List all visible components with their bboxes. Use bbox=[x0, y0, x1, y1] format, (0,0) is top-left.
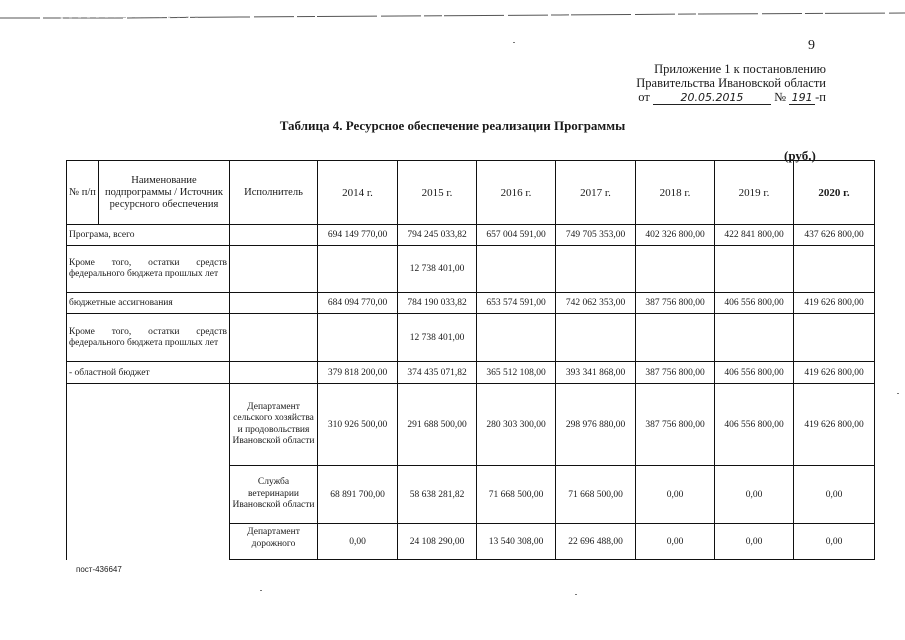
value-cell: 437 626 800,00 bbox=[794, 225, 875, 246]
resource-table bbox=[66, 160, 875, 560]
scan-speck bbox=[897, 393, 899, 394]
executor-cell bbox=[230, 314, 318, 362]
value-cell: 379 818 200,00 bbox=[318, 362, 398, 384]
row-label: - областной бюджет bbox=[67, 362, 230, 384]
handwritten-date: 20.05.2015 bbox=[653, 92, 771, 105]
table-row bbox=[67, 246, 875, 293]
date-prefix: от bbox=[638, 90, 650, 104]
scan-speck bbox=[260, 590, 262, 591]
value-cell: 406 556 800,00 bbox=[715, 293, 794, 314]
value-cell: 0,00 bbox=[318, 524, 398, 560]
executor-cell bbox=[230, 246, 318, 293]
value-cell: 58 638 281,82 bbox=[398, 466, 477, 524]
value-cell: 387 756 800,00 bbox=[636, 362, 715, 384]
executor-cell bbox=[230, 362, 318, 384]
executor-cell: Департамент сельского хозяйства и продовольствия Ивановской области bbox=[230, 384, 318, 466]
table-row bbox=[67, 314, 875, 362]
col-header-executor: Исполнитель bbox=[230, 161, 318, 225]
col-header-year: 2019 г. bbox=[715, 161, 794, 225]
value-cell: 684 094 770,00 bbox=[318, 293, 398, 314]
value-cell: 24 108 290,00 bbox=[398, 524, 477, 560]
value-cell bbox=[794, 314, 875, 362]
col-header-year: 2018 г. bbox=[636, 161, 715, 225]
appendix-header bbox=[600, 62, 826, 105]
scan-speck bbox=[513, 42, 515, 43]
value-cell: 784 190 033,82 bbox=[398, 293, 477, 314]
executor-cell: Служба ветеринарии Ивановской области bbox=[230, 466, 318, 524]
value-cell: 13 540 308,00 bbox=[477, 524, 556, 560]
value-cell: 402 326 800,00 bbox=[636, 225, 715, 246]
executor-cell bbox=[230, 225, 318, 246]
value-cell: 365 512 108,00 bbox=[477, 362, 556, 384]
col-header-year: 2020 г. bbox=[794, 161, 875, 225]
value-cell: 12 738 401,00 bbox=[398, 246, 477, 293]
value-cell: 657 004 591,00 bbox=[477, 225, 556, 246]
table-row bbox=[67, 293, 875, 314]
table-header-row bbox=[67, 161, 875, 225]
value-cell: 794 245 033,82 bbox=[398, 225, 477, 246]
table-row bbox=[67, 362, 875, 384]
value-cell bbox=[556, 246, 636, 293]
col-header-year: 2016 г. bbox=[477, 161, 556, 225]
value-cell: 71 668 500,00 bbox=[556, 466, 636, 524]
value-cell bbox=[715, 314, 794, 362]
value-cell bbox=[318, 314, 398, 362]
value-cell: 393 341 868,00 bbox=[556, 362, 636, 384]
value-cell: 653 574 591,00 bbox=[477, 293, 556, 314]
col-header-year: 2015 г. bbox=[398, 161, 477, 225]
value-cell: 694 149 770,00 bbox=[318, 225, 398, 246]
value-cell bbox=[636, 246, 715, 293]
row-label: Кроме того, остатки средств федерального бюджета прошлых лет bbox=[67, 314, 230, 362]
value-cell: 280 303 300,00 bbox=[477, 384, 556, 466]
value-cell: 0,00 bbox=[794, 524, 875, 560]
appendix-line-1: Приложение 1 к постановлению bbox=[654, 62, 826, 76]
executor-cell: Департамент дорожного bbox=[230, 524, 318, 560]
scan-speck bbox=[575, 594, 577, 595]
row-label: Кроме того, остатки средств федерального бюджета прошлых лет bbox=[67, 246, 230, 293]
value-cell bbox=[318, 246, 398, 293]
value-cell: 742 062 353,00 bbox=[556, 293, 636, 314]
row-label: Програма, всего bbox=[67, 225, 230, 246]
table-row bbox=[67, 225, 875, 246]
value-cell: 374 435 071,82 bbox=[398, 362, 477, 384]
value-cell bbox=[477, 246, 556, 293]
merged-empty-cell bbox=[67, 384, 230, 560]
page-number: 9 bbox=[808, 38, 815, 53]
table-row bbox=[67, 384, 875, 466]
col-header-name: Наименование подпрограммы / Источник ресурсного обеспечения bbox=[99, 161, 230, 225]
value-cell: 387 756 800,00 bbox=[636, 293, 715, 314]
value-cell: 387 756 800,00 bbox=[636, 384, 715, 466]
appendix-line-2: Правительства Ивановской области bbox=[636, 76, 826, 90]
value-cell: 298 976 880,00 bbox=[556, 384, 636, 466]
scan-edge-line bbox=[0, 6, 905, 20]
value-cell: 0,00 bbox=[715, 466, 794, 524]
value-cell: 419 626 800,00 bbox=[794, 362, 875, 384]
number-suffix: -п bbox=[815, 90, 826, 104]
value-cell: 22 696 488,00 bbox=[556, 524, 636, 560]
value-cell bbox=[477, 314, 556, 362]
value-cell: 310 926 500,00 bbox=[318, 384, 398, 466]
value-cell bbox=[794, 246, 875, 293]
value-cell: 0,00 bbox=[636, 466, 715, 524]
resolution-date-line bbox=[600, 90, 826, 105]
col-header-num: № п/п bbox=[67, 161, 99, 225]
value-cell: 0,00 bbox=[636, 524, 715, 560]
value-cell: 419 626 800,00 bbox=[794, 384, 875, 466]
value-cell: 0,00 bbox=[794, 466, 875, 524]
value-cell: 406 556 800,00 bbox=[715, 384, 794, 466]
value-cell: 422 841 800,00 bbox=[715, 225, 794, 246]
value-cell bbox=[715, 246, 794, 293]
currency-unit: (руб.) bbox=[784, 148, 816, 163]
value-cell: 71 668 500,00 bbox=[477, 466, 556, 524]
table-title: Таблица 4. Ресурсное обеспечение реализации Программы bbox=[279, 118, 626, 133]
col-header-year: 2017 г. bbox=[556, 161, 636, 225]
value-cell bbox=[556, 314, 636, 362]
col-header-year: 2014 г. bbox=[318, 161, 398, 225]
row-label: бюджетные ассигнования bbox=[67, 293, 230, 314]
handwritten-number: 191 bbox=[789, 92, 815, 105]
value-cell: 406 556 800,00 bbox=[715, 362, 794, 384]
value-cell bbox=[636, 314, 715, 362]
number-prefix: № bbox=[774, 90, 787, 104]
value-cell: 291 688 500,00 bbox=[398, 384, 477, 466]
document-code: пост-436647 bbox=[76, 565, 122, 574]
value-cell: 0,00 bbox=[715, 524, 794, 560]
value-cell: 12 738 401,00 bbox=[398, 314, 477, 362]
executor-cell bbox=[230, 293, 318, 314]
value-cell: 749 705 353,00 bbox=[556, 225, 636, 246]
value-cell: 68 891 700,00 bbox=[318, 466, 398, 524]
value-cell: 419 626 800,00 bbox=[794, 293, 875, 314]
